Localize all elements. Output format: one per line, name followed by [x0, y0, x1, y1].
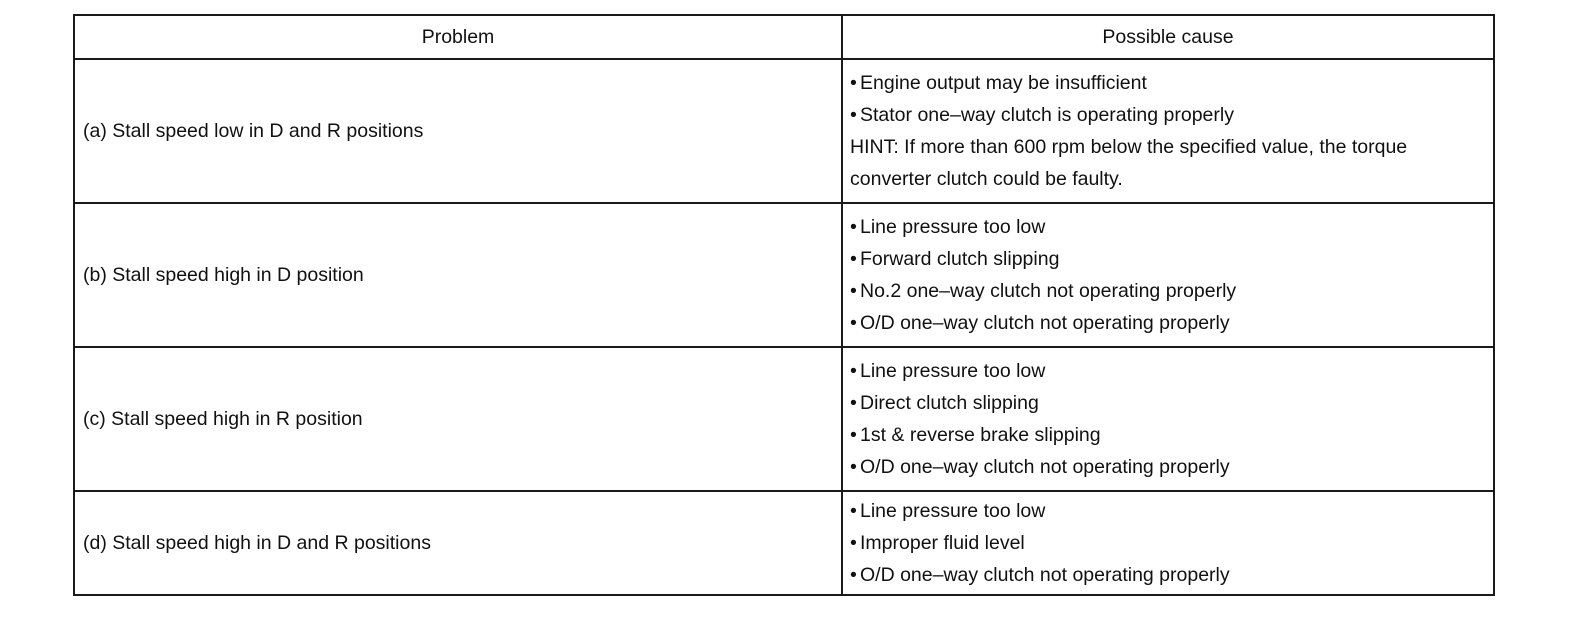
cause-item [850, 451, 1483, 483]
table-row [74, 59, 1494, 203]
cause-list [850, 211, 1483, 339]
problem-cell: (b) Stall speed high in D position [74, 203, 842, 347]
cause-item [850, 495, 1483, 527]
column-header-problem: Problem [74, 15, 842, 59]
bullet: • [850, 72, 857, 94]
bullet: • [850, 424, 857, 446]
cause-text: O/D one–way clutch not operating properly [860, 312, 1230, 334]
bullet: • [850, 248, 857, 270]
cause-text: 1st & reverse brake slipping [860, 424, 1101, 446]
troubleshooting-table [73, 14, 1495, 596]
cause-list [850, 495, 1483, 591]
problem-cell: (a) Stall speed low in D and R positions [74, 59, 842, 203]
cause-text: Engine output may be insufficient [860, 72, 1147, 94]
possible-cause-cell [842, 491, 1494, 595]
table-header-row [74, 15, 1494, 59]
cause-text: No.2 one–way clutch not operating properly [860, 280, 1237, 302]
cause-item [850, 275, 1483, 307]
cause-text: O/D one–way clutch not operating properly [860, 564, 1230, 586]
cause-text: Stator one–way clutch is operating properly [860, 104, 1234, 126]
cause-item [850, 307, 1483, 339]
cause-item [850, 243, 1483, 275]
cause-item [850, 419, 1483, 451]
cause-item [850, 99, 1483, 131]
bullet: • [850, 392, 857, 414]
cause-list [850, 67, 1483, 131]
cause-text: O/D one–way clutch not operating properly [860, 456, 1230, 478]
possible-cause-cell [842, 203, 1494, 347]
cause-item [850, 355, 1483, 387]
bullet: • [850, 104, 857, 126]
cause-item [850, 67, 1483, 99]
bullet: • [850, 456, 857, 478]
possible-cause-cell [842, 59, 1494, 203]
cause-item [850, 387, 1483, 419]
bullet: • [850, 564, 857, 586]
table-row [74, 491, 1494, 595]
cause-item [850, 559, 1483, 591]
cause-text: Forward clutch slipping [860, 248, 1060, 270]
bullet: • [850, 500, 857, 522]
cause-list [850, 355, 1483, 483]
hint-text: HINT: If more than 600 rpm below the specified value, the torque converter clutch could be faulty. [850, 136, 1408, 190]
cause-text: Line pressure too low [860, 500, 1046, 522]
bullet: • [850, 280, 857, 302]
bullet: • [850, 532, 857, 554]
problem-cell: (c) Stall speed high in R position [74, 347, 842, 491]
possible-cause-cell [842, 347, 1494, 491]
cause-item [850, 527, 1483, 559]
problem-cell: (d) Stall speed high in D and R positions [74, 491, 842, 595]
cause-text: Direct clutch slipping [860, 392, 1039, 414]
bullet: • [850, 216, 857, 238]
table-row [74, 203, 1494, 347]
column-header-possible-cause: Possible cause [842, 15, 1494, 59]
table-row [74, 347, 1494, 491]
cause-text: Line pressure too low [860, 216, 1046, 238]
bullet: • [850, 312, 857, 334]
bullet: • [850, 360, 857, 382]
cause-text: Line pressure too low [860, 360, 1046, 382]
cause-item [850, 211, 1483, 243]
cause-text: Improper fluid level [860, 532, 1025, 554]
troubleshooting-table-container [73, 14, 1493, 596]
